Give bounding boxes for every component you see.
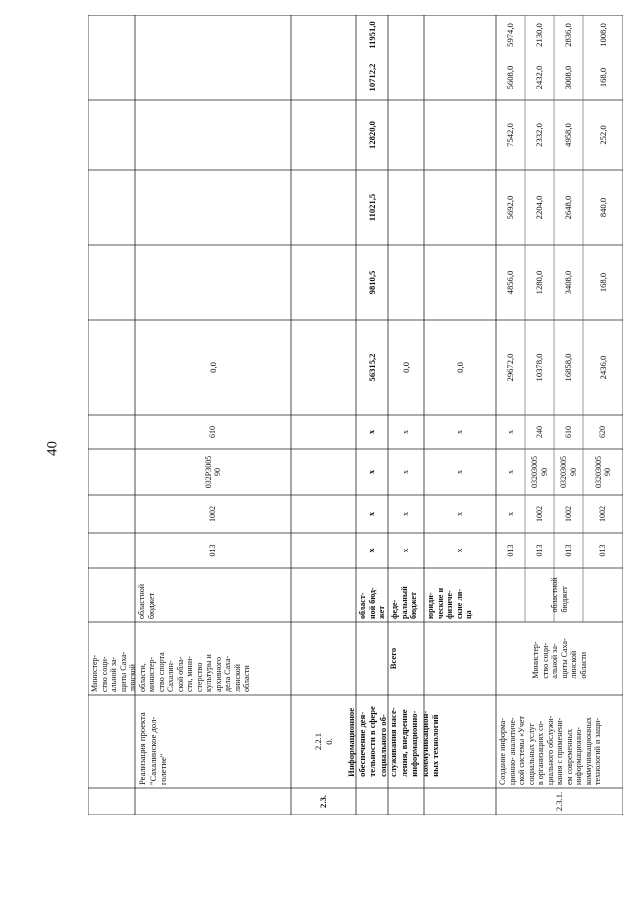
row-2-2-10-y2023 [135, 55, 291, 100]
row-2-2-10-y2020 [135, 245, 291, 320]
row-2-3-sub0-csr: x [367, 470, 377, 474]
row-2-3-sub1-y2021 [388, 170, 424, 245]
row-2-2-10-y2024 [135, 15, 291, 55]
row-2-3-1-sub2-y2019: 16858,0 [563, 353, 574, 382]
row-2-3-sub0-rzpr: x [367, 512, 377, 516]
row-2-3-sub2-y2024 [424, 15, 496, 55]
row-2-3-sub2-source: юриди- ческие и физиче- ские ли- ца [426, 587, 473, 619]
row-2-3-sub0-y2022: 12820,0 [366, 121, 377, 149]
row-2-3-executor: Всего [388, 647, 399, 670]
row-2-2-10-num: 2.2.1 0. [313, 732, 334, 751]
row-2-3-1-sub1-csr: 03203005 90 [530, 456, 549, 488]
row-2-3-sub0-grbs: x [367, 548, 377, 553]
row-2-3-1-sub0-rzpr: x [505, 512, 515, 516]
row-2-3-1-sub1-y2022: 2332,0 [534, 123, 545, 147]
row-2-3-1-sub2-y2024: 2836,0 [563, 23, 574, 47]
row-2-3-1-executor: Министер- ство соци- альной за- щиты Саха- линской области [531, 638, 588, 679]
row-2-3-1-sub3-vr: 620 [598, 426, 608, 438]
row-2-3-sub2-vr: x [455, 430, 465, 434]
row-2-2-10-vr: 610 [208, 426, 218, 438]
row-2-3-sub0-source: област- ной бюд- жет [358, 587, 386, 619]
row-2-3-sub0-y2021: 11021,5 [366, 193, 377, 222]
row-2-3-1-sub0-y2024: 5974,0 [505, 23, 516, 47]
row-2-3-1-sub2-rzpr: 1002 [563, 506, 573, 522]
row-2-2-10-grbs: 013 [208, 544, 218, 557]
row-2-3-1-sub0-y2019: 29672,0 [505, 353, 516, 382]
row-2-3-1-sub1-rzpr: 1002 [534, 506, 544, 522]
row-2-3-1-sub1-vr: 240 [534, 426, 544, 438]
row-2-3-1-source: областной бюджет [550, 577, 569, 613]
row-2-3-sub0-y2023: 10712,2 [366, 63, 377, 92]
row-2-3-sub1-y2022 [388, 100, 424, 170]
row-2-3-1-sub1-y2020: 1280,0 [534, 270, 545, 295]
row-2-3-1-sub2-y2022: 4958,0 [563, 123, 574, 147]
row-2-3-sub1-csr: x [401, 470, 411, 474]
row-2-3-1-sub2-y2020: 3408,0 [563, 270, 574, 295]
row-2-3-sub2-y2020 [424, 245, 496, 320]
row-2-3-1-sub3-y2020: 168,0 [597, 272, 608, 293]
row-2-3-1-sub2-grbs: 013 [563, 544, 573, 557]
row-2-3-1-sub3-y2019: 2436,0 [597, 355, 608, 380]
row-2-3-sub2-y2023 [424, 55, 496, 100]
row-2-2-10-executor: Министер- ство соци- альной за- щиты Саха- линской области, министер- ство спорта Сахалин- ской обла- сти, мини- стерство культуры и архивного дела Саха- линской области [90, 651, 251, 692]
row-2-3-1-sub0-csr: x [505, 470, 515, 474]
row-2-3-1-sub3-y2023: 168,0 [597, 67, 608, 88]
row-2-3-sub1-y2020 [388, 245, 424, 320]
row-2-3-1-sub2-y2023: 3008,0 [563, 65, 574, 90]
row-2-3-name: Информационное обеспечение дея- тельности в сфере социального об- служивания насе- ления, внедрение информационно- коммуникацион- ных технологий [346, 706, 441, 777]
row-2-3-sub1-y2023 [388, 55, 424, 100]
row-2-3-sub0-y2024: 11951,0 [366, 21, 377, 49]
row-2-2-10-source: областной бюджет [137, 583, 156, 619]
budget-table [88, 15, 623, 815]
row-2-3-sub2-grbs: x [455, 548, 465, 553]
row-2-3-num: 2.3. [318, 795, 329, 808]
row-2-3-1-sub1-y2019: 10378,0 [534, 353, 545, 382]
row-2-3-1-sub0-y2021: 5692,0 [505, 195, 516, 220]
row-2-3-1-sub3-grbs: 013 [598, 544, 608, 557]
row-2-2-10-y2021 [135, 170, 291, 245]
row-2-3-sub2-csr: x [455, 470, 465, 474]
row-2-3-1-sub0-y2023: 5608,0 [505, 65, 516, 90]
row-2-3-sub1-grbs: x [401, 548, 411, 553]
row-2-2-10-y2022 [135, 100, 291, 170]
row-2-3-sub0-y2019: 56315,2 [366, 353, 377, 382]
row-2-3-1-num: 2.3.1. [554, 791, 565, 812]
row-2-3-1-name: Создание информа- ционно- аналитиче- ской системы «Учет социальных услуг в организациях со- циального обслужи- вания с применени- ем современных информационно- коммуникационных технологий и защи- [498, 715, 602, 785]
row-2-3-sub0-vr: x [367, 430, 377, 434]
row-2-3-sub1-y2019: 0,0 [400, 362, 411, 373]
row-2-3-sub1-source: феде- ральный бюджет [390, 586, 418, 619]
row-2-3-1-sub1-y2021: 2204,0 [534, 195, 545, 220]
row-2-3-1-sub1-grbs: 013 [534, 544, 544, 557]
row-2-3-1-sub0-vr: x [505, 430, 515, 434]
row-2-3-1-sub0-y2022: 7542,0 [505, 123, 516, 147]
row-2-3-sub2-rzpr: x [455, 512, 465, 516]
row-2-3-1-sub3-csr: 03203005 90 [593, 456, 612, 488]
row-2-3-1-sub3-y2022: 252,0 [597, 125, 608, 145]
row-2-3-1-sub2-y2021: 2648,0 [563, 195, 574, 220]
page-number: 40 [44, 441, 61, 456]
row-2-3-1-sub0-y2020: 4856,0 [505, 270, 516, 295]
row-2-3-sub2-y2019: 0,0 [454, 362, 465, 373]
row-2-3-1-sub2-csr: 03203005 90 [559, 456, 578, 488]
row-2-3-1-sub0-grbs: 013 [505, 544, 515, 557]
row-2-3-sub1-vr: x [401, 430, 411, 434]
row-2-3-sub2-y2021 [424, 170, 496, 245]
row-2-3-1-sub3-y2024: 1008,0 [597, 23, 608, 47]
row-2-3-1-sub2-vr: 610 [563, 426, 573, 438]
row-2-3-sub1-rzpr: x [401, 512, 411, 516]
row-2-3-sub1-y2024 [388, 15, 424, 55]
row-2-2-10-csr: 032P3005 90 [203, 455, 222, 489]
row-2-3-sub2-y2022 [424, 100, 496, 170]
row-2-2-10-rzpr: 1002 [208, 506, 218, 522]
row-2-3-1-sub3-rzpr: 1002 [598, 506, 608, 522]
row-2-2-10-y2019: 0,0 [207, 362, 218, 373]
row-2-3-1-sub1-y2024: 2130,0 [534, 23, 545, 47]
row-2-3-1-sub3-y2021: 840,0 [597, 197, 608, 218]
row-2-2-10-name: Реализация проекта "Сахалинское дол- голетие" [137, 712, 168, 785]
row-2-3-1-sub1-y2023: 2432,0 [534, 65, 545, 90]
row-2-3-sub0-y2020: 9810,5 [366, 270, 377, 295]
